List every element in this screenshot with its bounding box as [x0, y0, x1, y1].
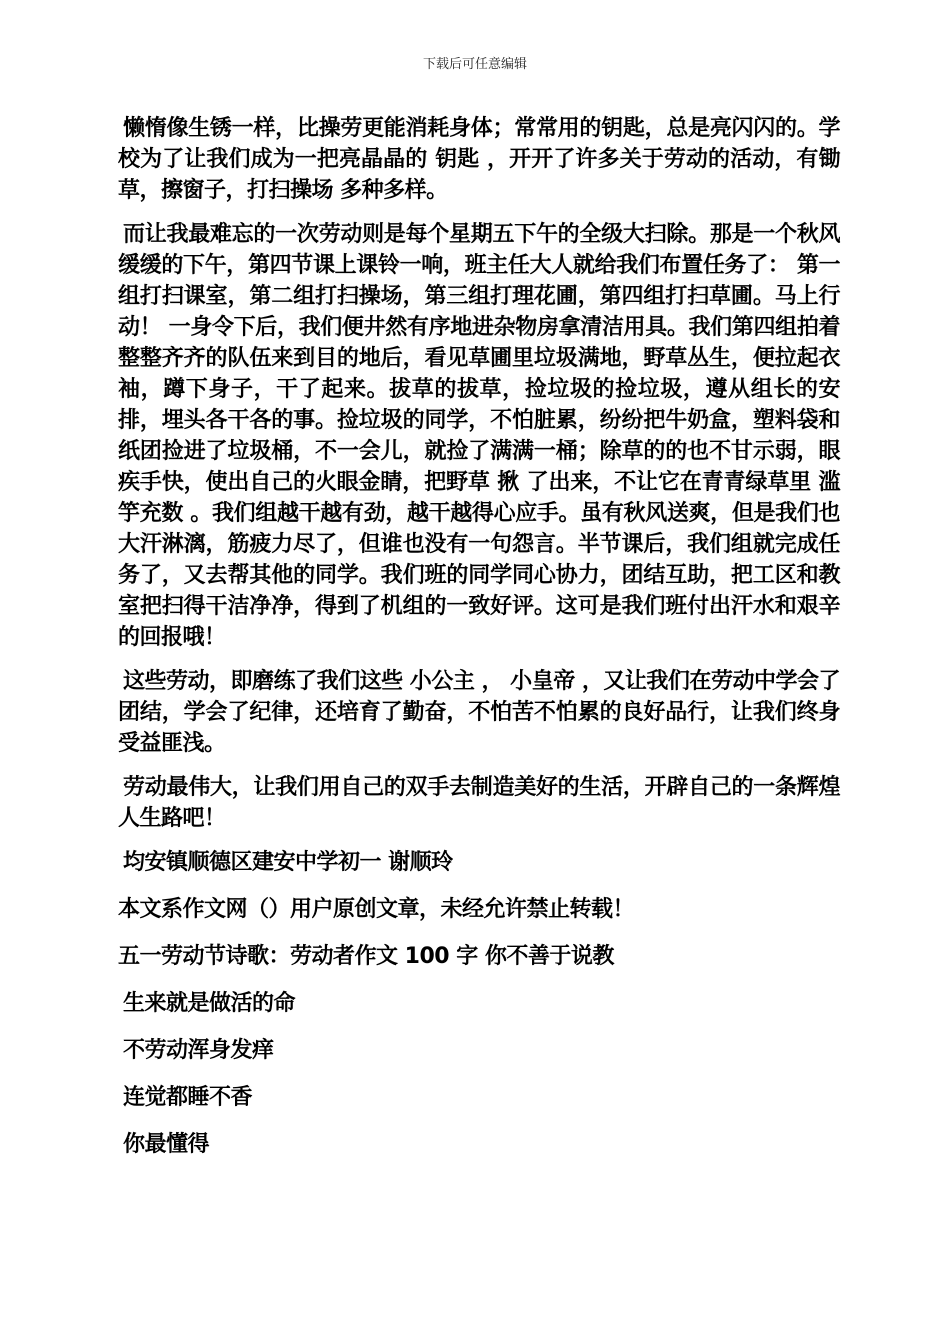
page-header-note: 下载后可任意编辑	[422, 57, 527, 72]
poem-line: 你最懂得	[123, 1132, 210, 1157]
copyright-notice: 本文系作文网（）用户原创文章，未经允许禁止转载！	[118, 897, 635, 922]
next-article-title: 五一劳动节诗歌：劳动者作文 100 字 你不善于说教	[118, 944, 614, 969]
author-line: 均安镇顺德区建安中学初一 谢顺玲	[123, 850, 453, 875]
poem-line: 连觉都睡不香	[123, 1085, 253, 1110]
paragraph-intro: 懒惰像生锈一样，比操劳更能消耗身体；常常用的钥匙，总是亮闪闪的。学校为了让我们成为一把亮晶晶的 钥匙 ，开开了许多关于劳动的活动，有锄草，擦窗子，打扫操场 多种多样。	[118, 116, 840, 203]
paragraph-conclusion: 劳动最伟大，让我们用自己的双手去制造美好的生活，开辟自己的一条辉煌人生路吧！	[118, 775, 840, 831]
poem-line: 生来就是做活的命	[123, 991, 296, 1016]
paragraph-lessons: 这些劳动，即磨练了我们这些 小公主 ， 小皇帝 ，又让我们在劳动中学会了团结，学会了纪律，还培育了勤奋，不怕苦不怕累的良好品行，让我们终身受益匪浅。	[118, 669, 840, 756]
poem-line: 不劳动浑身发痒	[123, 1038, 274, 1063]
paragraph-cleanup-story: 而让我最难忘的一次劳动则是每个星期五下午的全级大扫除。那是一个秋风缓缓的下午，第四节课上课铃一响，班主任大人就给我们布置任务了： 第一组打扫课室，第二组打扫操场，第三组打理花圃，第四组打扫草圃。马上行动！ 一身令下后，我们便井然有序地进杂物房拿清洁用具。我们第四组拍着整整齐齐的队伍来到目的地后，看见草圃里垃圾满地，野草丛生，便拉起衣袖，蹲下身子，干了起来。拔草的拔草，捡垃圾的捡垃圾，遵从组长的安排，埋头各干各的事。捡垃圾的同学，不怕脏累，纷纷把牛奶盒，塑料袋和纸团捡进了垃圾桶，不一会儿，就捡了满满一桶；除草的的也不甘示弱，眼疾手快，使出自己的火眼金睛，把野草 揪 了出来，不让它在青青绿草里 滥竽充数 。我们组越干越有劲，越干越得心应手。虽有秋风送爽，但是我们也大汗淋漓，筋疲力尽了，但谁也没有一句怨言。半节课后，我们组就完成任务了，又去帮其他的同学。我们班的同学同心协力，团结互助，把工区和教室把扫得干洁净净，得到了机组的一致好评。这可是我们班付出汗水和艰辛的回报哦！	[118, 222, 840, 650]
article-body	[118, 113, 840, 1176]
